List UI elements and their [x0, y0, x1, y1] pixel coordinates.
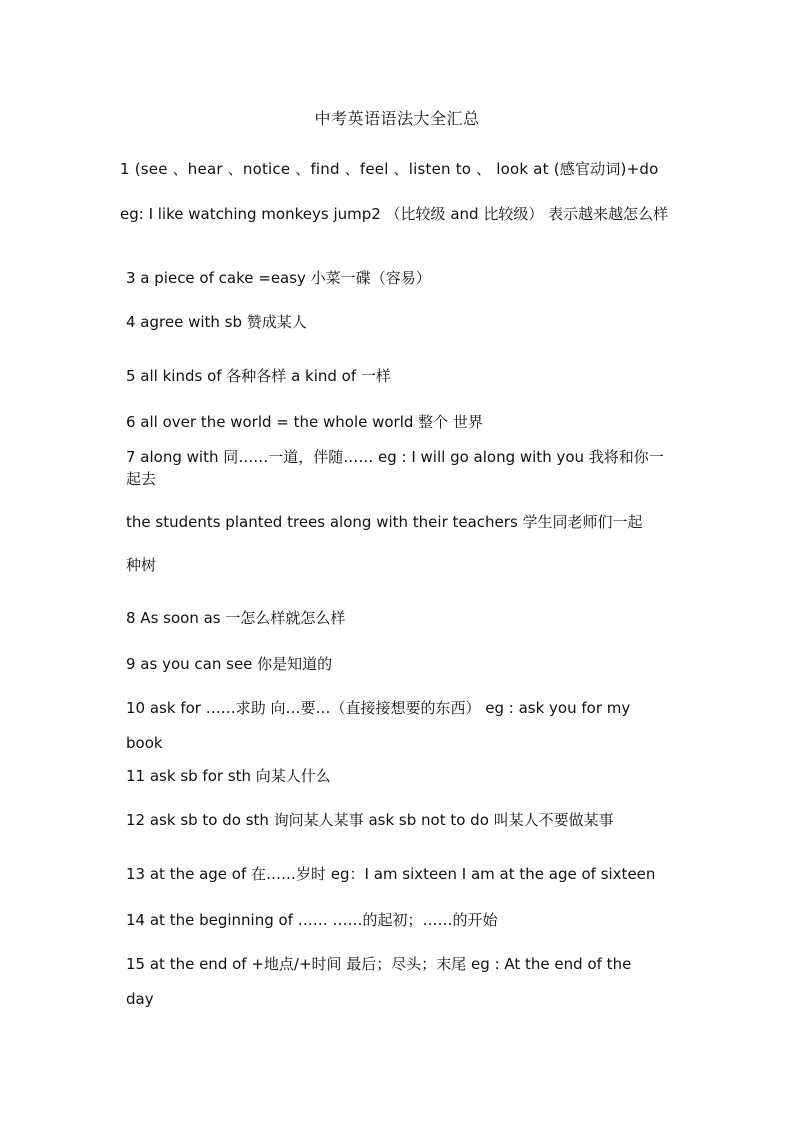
entry-8: 8 As soon as 一怎么样就怎么样 [126, 609, 346, 627]
entry-2: eg: I like watching monkeys jump2 （比较级 and 比较级） 表示越来越怎么样 [120, 205, 669, 223]
entry-10: 10 ask for ……求助 向…要…（直接接想要的东西） eg : ask you for my [126, 699, 631, 717]
entry-1: 1 (see 、hear 、notice 、find 、feel 、listen to 、 look at (感官动词)+do [120, 160, 659, 178]
entry-6: 6 all over the world = the whole world 整个 世界 [126, 413, 483, 431]
entry-4: 4 agree with sb 赞成某人 [126, 313, 307, 331]
entry-14: 14 at the beginning of …… ……的起初；……的开始 [126, 911, 498, 929]
entry-15: 15 at the end of +地点/+时间 最后；尽头；末尾 eg : At the end of the [126, 955, 632, 973]
entry-12: 12 ask sb to do sth 询问某人某事 ask sb not to do 叫某人不要做某事 [126, 811, 614, 829]
entry-13: 13 at the age of 在……岁时 eg：I am sixteen I am at the age of sixteen [126, 865, 656, 883]
entry-7: 7 along with 同……一道，伴随…… eg : I will go along with you 我将和你一起去 [126, 448, 664, 488]
entry-15-cont: day [126, 990, 154, 1008]
entry-10-cont: book [126, 734, 163, 752]
entry-9: 9 as you can see 你是知道的 [126, 655, 333, 673]
document-title: 中考英语语法大全汇总 [314, 109, 480, 128]
entry-7-example: the students planted trees along with their teachers 学生同老师们一起 [126, 513, 643, 531]
entry-5: 5 all kinds of 各种各样 a kind of 一样 [126, 367, 391, 385]
entry-11: 11 ask sb for sth 向某人什么 [126, 767, 331, 785]
entry-7-example-cont: 种树 [126, 556, 157, 574]
entry-3: 3 a piece of cake =easy 小菜一碟（容易） [126, 269, 431, 287]
